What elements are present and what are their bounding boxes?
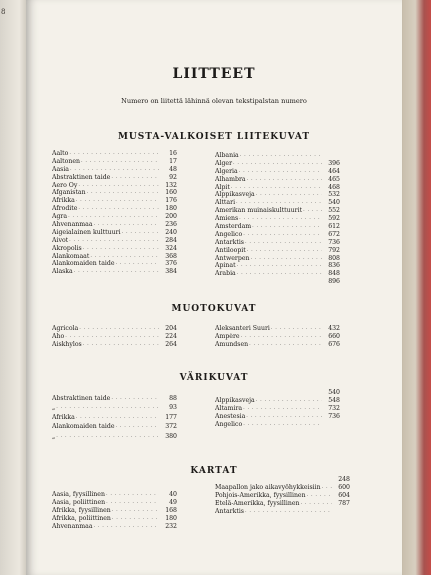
- entry-name: Afrikka, poliittinen: [52, 514, 111, 522]
- dot-leader: [239, 152, 322, 160]
- dot-leader: [244, 508, 332, 516]
- color-right-column: [215, 389, 340, 428]
- entry-name: Alppikasveja: [215, 191, 255, 199]
- entry-page-number: 177: [165, 413, 177, 421]
- entry-name: Alhambra: [215, 175, 246, 183]
- bw-left-column: [52, 150, 177, 276]
- entry-name: Aero Oy: [52, 181, 78, 189]
- section-heading-portraits: MUOTOKUVAT: [171, 304, 257, 314]
- bw-right-column: [215, 152, 340, 286]
- entry-page-number: 612: [328, 223, 340, 230]
- dot-leader: [114, 260, 159, 268]
- entry-name: Alankomaiden taide: [52, 423, 115, 431]
- index-entry: [52, 245, 177, 253]
- entry-page-number: 396: [328, 159, 340, 167]
- entry-name: Apinat: [215, 262, 236, 270]
- dot-leader: [251, 223, 322, 231]
- entry-name: Afrikka, fyysillinen: [52, 506, 111, 514]
- entry-name: Antwerpen: [215, 254, 250, 262]
- entry-name: Antiloopit: [215, 246, 246, 254]
- dot-leader: [240, 333, 322, 341]
- index-entry: [52, 205, 177, 213]
- portraits-right-column: [215, 325, 340, 349]
- entry-page-number: 548: [328, 396, 340, 404]
- index-entry: [52, 325, 177, 333]
- dot-leader: [121, 229, 159, 237]
- dot-leader: [105, 499, 159, 507]
- dot-leader: [270, 325, 322, 333]
- entry-name: Alpit: [215, 183, 230, 191]
- entry-page-number: 836: [328, 262, 340, 270]
- entry-name: Angelico: [215, 230, 243, 238]
- index-entry: [215, 176, 340, 184]
- dot-leader: [75, 413, 159, 422]
- entry-name: Anestesia: [215, 412, 246, 420]
- entry-name: Albania: [215, 152, 239, 159]
- dot-leader: [238, 168, 322, 176]
- index-entry: [215, 492, 350, 500]
- index-entry: [52, 237, 177, 245]
- entry-page-number: 465: [328, 175, 340, 183]
- entry-page-number: 736: [328, 412, 340, 420]
- index-entry: [215, 152, 340, 160]
- entry-page-number: 660: [328, 332, 340, 340]
- entry-name: Angelico: [215, 420, 243, 428]
- section-heading-color: VÄRIKUVAT: [179, 373, 249, 383]
- left-page-fragment: 8: [1, 8, 6, 16]
- dot-leader: [68, 150, 159, 158]
- entry-name: Antarktis: [215, 238, 244, 246]
- entry-page-number: 464: [328, 167, 340, 175]
- entry-name: Ahvenanmaa: [52, 522, 93, 530]
- entry-page-number: 48: [169, 165, 177, 173]
- entry-page-number: 672: [328, 230, 340, 238]
- entry-name: Agra: [52, 213, 68, 221]
- entry-page-number: 240: [165, 228, 177, 236]
- index-entry: [52, 268, 177, 276]
- entry-page-number: 40: [169, 491, 177, 498]
- index-entry: [215, 270, 340, 278]
- index-entry: [52, 403, 177, 412]
- entry-page-number: 180: [165, 514, 177, 522]
- dot-leader: [321, 484, 332, 492]
- entry-name: Aho: [52, 332, 65, 340]
- entry-name: Algeria: [215, 167, 238, 175]
- index-entry: [52, 174, 177, 182]
- index-entry: [52, 499, 177, 507]
- dot-leader: [111, 515, 159, 523]
- dot-leader: [55, 432, 159, 441]
- entry-page-number: 264: [165, 340, 177, 348]
- dot-leader: [78, 325, 159, 333]
- dot-leader: [89, 253, 159, 261]
- dot-leader: [302, 207, 322, 215]
- dot-leader: [93, 221, 159, 229]
- entry-name: Ahvenanmaa: [52, 221, 93, 228]
- index-entry: [52, 221, 177, 229]
- entry-page-number: 600: [338, 483, 350, 491]
- index-entry: [52, 394, 177, 403]
- index-entry: [215, 168, 340, 176]
- maps-right-column: [215, 476, 350, 515]
- entry-name: Abstraktinen taide: [52, 394, 111, 402]
- index-entry: [215, 160, 340, 168]
- index-entry: [52, 413, 177, 422]
- dot-leader: [248, 341, 322, 349]
- entry-page-number: 732: [328, 404, 340, 412]
- index-entry: [215, 333, 340, 341]
- index-entry: [215, 262, 340, 270]
- page-subtitle: Numero on liitettä lähinnä olevan tekstipalstan numero: [121, 97, 307, 105]
- entry-name: Alttari: [215, 199, 236, 207]
- entry-page-number: 432: [328, 325, 340, 332]
- entry-name: Aiskhylos: [52, 340, 82, 348]
- dot-leader: [69, 166, 159, 174]
- dot-leader: [246, 176, 322, 184]
- index-entry: [215, 278, 340, 286]
- entry-page-number: 284: [165, 236, 177, 244]
- index-entry: [215, 421, 340, 429]
- entry-page-number: 808: [328, 254, 340, 262]
- index-entry: [215, 405, 340, 413]
- dot-leader: [246, 247, 322, 255]
- index-entry: [215, 247, 340, 255]
- dot-leader: [80, 158, 159, 166]
- index-entry: [215, 413, 340, 421]
- entry-name: Maapallon jako aikavyöhykkeisiin: [215, 483, 321, 491]
- index-entry: [215, 255, 340, 263]
- entry-name: Afganistan: [52, 189, 86, 197]
- entry-name: Aasia, poliittinen: [52, 498, 106, 506]
- entry-name: Aaltonen: [52, 157, 80, 165]
- entry-page-number: 604: [338, 491, 350, 499]
- book-page: [26, 0, 402, 575]
- index-entry: [52, 491, 177, 499]
- entry-page-number: 380: [165, 432, 177, 440]
- dot-leader: [82, 341, 159, 349]
- index-entry: [215, 508, 350, 516]
- dot-leader: [82, 245, 159, 253]
- dot-leader: [105, 491, 159, 499]
- dot-leader: [93, 523, 159, 531]
- dot-leader: [249, 255, 322, 263]
- entry-name: Pohjois-Amerikka, fyysillinen: [215, 491, 306, 499]
- entry-page-number: 384: [165, 268, 177, 276]
- entry-page-number: 787: [338, 499, 350, 507]
- index-entry: [52, 333, 177, 341]
- index-entry: [52, 213, 177, 221]
- index-entry: [52, 253, 177, 261]
- entry-name: Alankomaat: [52, 252, 90, 260]
- entry-page-number: 592: [328, 215, 340, 223]
- dot-leader: [75, 197, 159, 205]
- index-entry: [215, 199, 340, 207]
- dot-leader: [235, 199, 322, 207]
- entry-page-number: 372: [165, 423, 177, 431]
- entry-page-number: 552: [328, 207, 340, 215]
- dot-leader: [73, 268, 159, 276]
- entry-page-number: 468: [328, 183, 340, 191]
- entry-page-number: 180: [165, 205, 177, 213]
- index-entry: [215, 500, 350, 508]
- index-entry: [52, 197, 177, 205]
- entry-name: Aasia: [52, 165, 70, 173]
- entry-name: Amerikan muinaiskulttuurit: [215, 207, 303, 215]
- portraits-left-column: [52, 325, 177, 349]
- entry-page-number: 232: [165, 522, 177, 530]
- entry-name: Altamira: [215, 404, 243, 412]
- dot-leader: [306, 492, 332, 500]
- entry-name: Aalto: [52, 150, 69, 157]
- entry-name: Amundsen: [215, 340, 249, 348]
- entry-name: Abstraktinen taide: [52, 173, 111, 181]
- dot-leader: [242, 231, 322, 239]
- index-entry: [52, 260, 177, 268]
- index-entry: [215, 223, 340, 231]
- dot-leader: [230, 184, 322, 192]
- entry-page-number: 540: [328, 199, 340, 207]
- entry-page-number: 168: [165, 506, 177, 514]
- entry-name: Afrodite: [52, 205, 78, 213]
- entry-name: Afrikka: [52, 197, 75, 205]
- index-entry: [215, 389, 340, 397]
- dot-leader: [114, 422, 159, 431]
- dot-leader: [244, 239, 322, 247]
- dot-leader: [232, 160, 322, 168]
- index-entry: [52, 422, 177, 431]
- maps-left-column: [52, 491, 177, 530]
- entry-page-number: 676: [328, 340, 340, 348]
- entry-name: Aasia, fyysillinen: [52, 491, 105, 498]
- entry-page-number: 49: [169, 498, 177, 506]
- entry-page-number: 16: [169, 150, 177, 157]
- entry-name: Ampère: [215, 332, 240, 340]
- entry-name: Alankomaiden taide: [52, 260, 115, 268]
- dot-leader: [242, 405, 322, 413]
- index-entry: [52, 515, 177, 523]
- dot-leader: [67, 213, 159, 221]
- entry-name: Amsterdam: [215, 223, 252, 230]
- entry-name: Akropolis: [52, 244, 82, 252]
- entry-name: Agricola: [52, 325, 79, 332]
- entry-name: Aleksanteri Suuri: [215, 325, 270, 332]
- dot-leader: [110, 394, 159, 403]
- color-left-column: [52, 394, 177, 441]
- entry-name: Aigeialainen kulttuuri: [52, 228, 121, 236]
- index-entry: [52, 166, 177, 174]
- index-entry: [215, 341, 340, 349]
- entry-name: Antarktis: [215, 507, 244, 515]
- index-entry: [52, 182, 177, 190]
- entry-page-number: 236: [165, 221, 177, 228]
- entry-name: Amiens: [215, 215, 239, 223]
- entry-page-number: 368: [165, 252, 177, 260]
- index-entry: [215, 476, 350, 484]
- index-entry: [52, 507, 177, 515]
- entry-name: Alppikasveja: [215, 396, 255, 404]
- section-heading-bw: MUSTA-VALKOISET LIITEKUVAT: [117, 132, 311, 142]
- dot-leader: [245, 413, 322, 421]
- dot-leader: [111, 507, 159, 515]
- index-entry: [52, 229, 177, 237]
- dot-leader: [77, 205, 159, 213]
- entry-page-number: 540: [328, 389, 340, 396]
- dot-leader: [255, 397, 322, 405]
- dot-leader: [68, 237, 159, 245]
- entry-name: „: [52, 432, 56, 440]
- entry-name: Aivot: [52, 236, 69, 244]
- entry-page-number: 532: [328, 191, 340, 199]
- dot-leader: [236, 262, 322, 270]
- index-entry: [215, 239, 340, 247]
- entry-name: Afrikka: [52, 413, 75, 421]
- entry-page-number: 248: [338, 476, 350, 483]
- index-entry: [52, 150, 177, 158]
- entry-page-number: 324: [165, 244, 177, 252]
- entry-name: Alger: [215, 159, 233, 167]
- entry-page-number: 160: [165, 189, 177, 197]
- dot-leader: [64, 333, 159, 341]
- entry-page-number: 204: [165, 325, 177, 332]
- section-heading-maps: KARTAT: [190, 466, 238, 476]
- entry-page-number: 376: [165, 260, 177, 268]
- index-entry: [52, 158, 177, 166]
- entry-page-number: 17: [169, 157, 177, 165]
- entry-page-number: 176: [165, 197, 177, 205]
- entry-page-number: 132: [165, 181, 177, 189]
- index-entry: [215, 215, 340, 223]
- dot-leader: [299, 500, 332, 508]
- index-entry: [215, 184, 340, 192]
- dot-leader: [238, 215, 322, 223]
- entry-page-number: 224: [165, 332, 177, 340]
- entry-name: Arabia: [215, 270, 236, 278]
- dot-leader: [236, 270, 322, 278]
- dot-leader: [110, 174, 159, 182]
- dot-leader: [77, 182, 159, 190]
- dot-leader: [255, 191, 322, 199]
- entry-page-number: 88: [169, 394, 177, 402]
- dot-leader: [55, 403, 159, 412]
- index-entry: [215, 231, 340, 239]
- index-entry: [52, 189, 177, 197]
- index-entry: [215, 397, 340, 405]
- index-entry: [215, 325, 340, 333]
- entry-name: Etelä-Amerikka, fyysillinen: [215, 499, 300, 507]
- entry-page-number: 92: [169, 173, 177, 181]
- page-title: LIITTEET: [172, 66, 256, 82]
- index-entry: [52, 432, 177, 441]
- entry-page-number: 93: [169, 404, 177, 412]
- dot-leader: [242, 421, 322, 429]
- entry-page-number: 848: [328, 270, 340, 278]
- index-entry: [215, 191, 340, 199]
- index-entry: [215, 207, 340, 215]
- entry-name: „: [52, 404, 56, 412]
- entry-page-number: 792: [328, 246, 340, 254]
- entry-page-number: 736: [328, 238, 340, 246]
- index-entry: [215, 484, 350, 492]
- dot-leader: [86, 189, 159, 197]
- index-entry: [52, 341, 177, 349]
- entry-page-number: 896: [328, 278, 340, 286]
- entry-page-number: 200: [165, 213, 177, 221]
- entry-name: Alaska: [52, 268, 73, 276]
- index-entry: [52, 523, 177, 531]
